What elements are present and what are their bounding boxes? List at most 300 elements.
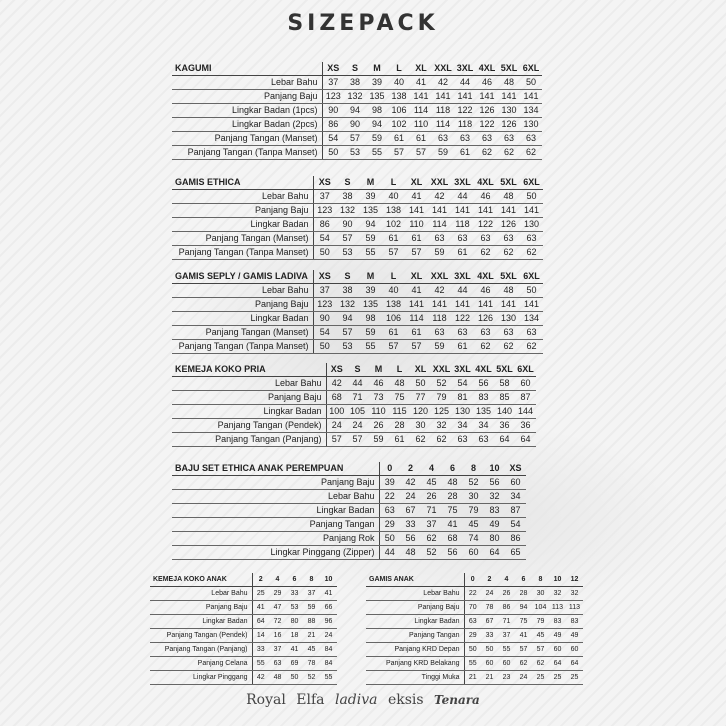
size-header: 6 <box>442 462 463 476</box>
row-label: Panjang Tangan <box>172 518 379 532</box>
measurement-cell: 42 <box>326 377 347 391</box>
size-header: L <box>382 270 405 284</box>
measurement-cell: 135 <box>473 405 494 419</box>
measurement-cell: 63 <box>454 132 476 146</box>
measurement-cell: 62 <box>431 433 452 447</box>
measurement-cell: 130 <box>520 218 543 232</box>
size-header: XXL <box>431 363 452 377</box>
measurement-cell: 37 <box>313 190 336 204</box>
measurement-cell: 90 <box>313 312 336 326</box>
measurement-cell: 63 <box>432 132 454 146</box>
measurement-cell: 122 <box>454 104 476 118</box>
row-label: Lebar Bahu <box>172 190 313 204</box>
measurement-cell: 32 <box>484 490 505 504</box>
measurement-cell: 60 <box>498 657 515 671</box>
measurement-cell: 64 <box>515 433 536 447</box>
measurement-cell: 62 <box>515 657 532 671</box>
measurement-cell: 62 <box>474 246 497 260</box>
measurement-cell: 80 <box>484 532 505 546</box>
measurement-cell: 87 <box>505 504 526 518</box>
measurement-cell: 75 <box>442 504 463 518</box>
measurement-cell: 57 <box>382 246 405 260</box>
measurement-cell: 41 <box>405 284 428 298</box>
measurement-cell: 63 <box>474 232 497 246</box>
measurement-cell: 33 <box>286 587 303 601</box>
measurement-cell: 138 <box>382 298 405 312</box>
brand-logos <box>0 692 726 708</box>
measurement-cell: 28 <box>515 587 532 601</box>
measurement-cell: 24 <box>481 587 498 601</box>
measurement-cell: 34 <box>505 490 526 504</box>
size-table-gamis-seply <box>172 270 543 354</box>
measurement-cell: 138 <box>382 204 405 218</box>
table-name: GAMIS SEPLY / GAMIS LADIVA <box>172 270 313 284</box>
size-table-kemeja-koko-anak <box>150 573 337 685</box>
table-row <box>172 419 536 433</box>
measurement-cell: 25 <box>252 587 269 601</box>
measurement-cell: 45 <box>421 476 442 490</box>
measurement-cell: 114 <box>410 104 432 118</box>
measurement-cell: 36 <box>515 419 536 433</box>
measurement-cell: 24 <box>347 419 368 433</box>
measurement-cell: 57 <box>532 643 549 657</box>
measurement-cell: 75 <box>389 391 410 405</box>
measurement-cell: 90 <box>322 104 344 118</box>
measurement-cell: 57 <box>336 326 359 340</box>
row-label: Panjang Tangan <box>366 629 464 643</box>
measurement-cell: 130 <box>497 312 520 326</box>
size-header: 10 <box>484 462 505 476</box>
size-header: XS <box>313 270 336 284</box>
table-row <box>172 284 543 298</box>
measurement-cell: 55 <box>498 643 515 657</box>
table-row <box>150 587 337 601</box>
measurement-cell: 30 <box>410 419 431 433</box>
table-row <box>172 298 543 312</box>
measurement-cell: 55 <box>252 657 269 671</box>
measurement-cell: 90 <box>336 218 359 232</box>
measurement-cell: 44 <box>451 190 474 204</box>
measurement-cell: 75 <box>515 615 532 629</box>
measurement-cell: 16 <box>269 629 286 643</box>
size-header: XL <box>410 62 432 76</box>
measurement-cell: 141 <box>520 204 543 218</box>
size-header: XXL <box>428 270 451 284</box>
table-row <box>172 104 542 118</box>
measurement-cell: 135 <box>359 298 382 312</box>
size-header: 4 <box>269 573 286 587</box>
table-name: GAMIS ANAK <box>366 573 464 587</box>
measurement-cell: 40 <box>382 190 405 204</box>
measurement-cell: 123 <box>322 90 344 104</box>
measurement-cell: 33 <box>400 518 421 532</box>
measurement-cell: 50 <box>520 284 543 298</box>
measurement-cell: 61 <box>405 232 428 246</box>
row-label: Lingkar Badan (2pcs) <box>172 118 322 132</box>
measurement-cell: 24 <box>400 490 421 504</box>
size-header: 6XL <box>520 270 543 284</box>
table-row <box>172 377 536 391</box>
measurement-cell: 130 <box>498 104 520 118</box>
measurement-cell: 96 <box>320 615 337 629</box>
measurement-cell: 98 <box>359 312 382 326</box>
size-header: 4 <box>498 573 515 587</box>
size-header: XXL <box>432 62 454 76</box>
size-table-kemeja-koko-pria <box>172 363 536 447</box>
measurement-cell: 67 <box>481 615 498 629</box>
measurement-cell: 56 <box>442 546 463 560</box>
measurement-cell: 41 <box>410 76 432 90</box>
measurement-cell: 125 <box>431 405 452 419</box>
measurement-cell: 62 <box>476 146 498 160</box>
measurement-cell: 63 <box>451 326 474 340</box>
measurement-cell: 62 <box>497 340 520 354</box>
table-row <box>172 340 543 354</box>
measurement-cell: 62 <box>532 657 549 671</box>
measurement-cell: 69 <box>286 657 303 671</box>
measurement-cell: 52 <box>421 546 442 560</box>
measurement-cell: 50 <box>481 643 498 657</box>
measurement-cell: 14 <box>252 629 269 643</box>
measurement-cell: 54 <box>505 518 526 532</box>
measurement-cell: 59 <box>359 232 382 246</box>
measurement-cell: 50 <box>379 532 400 546</box>
measurement-cell: 118 <box>451 218 474 232</box>
size-header: XS <box>505 462 526 476</box>
measurement-cell: 135 <box>366 90 388 104</box>
measurement-cell: 55 <box>359 340 382 354</box>
measurement-cell: 141 <box>497 298 520 312</box>
measurement-cell: 141 <box>405 204 428 218</box>
size-header: 8 <box>303 573 320 587</box>
measurement-cell: 59 <box>366 132 388 146</box>
measurement-cell: 53 <box>336 246 359 260</box>
measurement-cell: 45 <box>532 629 549 643</box>
row-label: Panjang Baju <box>172 298 313 312</box>
measurement-cell: 141 <box>451 204 474 218</box>
table-row <box>172 132 542 146</box>
row-label: Lebar Bahu <box>366 587 464 601</box>
measurement-cell: 53 <box>336 340 359 354</box>
row-label: Tinggi Muka <box>366 671 464 685</box>
measurement-cell: 63 <box>476 132 498 146</box>
measurement-cell: 48 <box>400 546 421 560</box>
measurement-cell: 57 <box>382 340 405 354</box>
size-header: 2 <box>481 573 498 587</box>
measurement-cell: 57 <box>336 232 359 246</box>
size-header: XS <box>326 363 347 377</box>
size-header: 8 <box>532 573 549 587</box>
table-row <box>366 629 583 643</box>
row-label: Panjang Tangan (Panjang) <box>172 433 326 447</box>
measurement-cell: 61 <box>382 232 405 246</box>
measurement-cell: 21 <box>481 671 498 685</box>
measurement-cell: 57 <box>326 433 347 447</box>
measurement-cell: 48 <box>497 284 520 298</box>
measurement-cell: 52 <box>463 476 484 490</box>
size-header: XS <box>313 176 336 190</box>
measurement-cell: 63 <box>520 326 543 340</box>
table-row <box>172 433 536 447</box>
measurement-cell: 87 <box>515 391 536 405</box>
measurement-cell: 63 <box>520 132 542 146</box>
measurement-cell: 122 <box>474 218 497 232</box>
measurement-cell: 54 <box>452 377 473 391</box>
measurement-cell: 24 <box>326 419 347 433</box>
size-header: 4XL <box>476 62 498 76</box>
row-label: Lingkar Pinggang (Zipper) <box>172 546 379 560</box>
measurement-cell: 64 <box>494 433 515 447</box>
size-header: 4 <box>421 462 442 476</box>
measurement-cell: 83 <box>473 391 494 405</box>
measurement-cell: 46 <box>368 377 389 391</box>
table-name: GAMIS ETHICA <box>172 176 313 190</box>
size-header: L <box>389 363 410 377</box>
measurement-cell: 63 <box>452 433 473 447</box>
table-name: KEMEJA KOKO ANAK <box>150 573 252 587</box>
table-row <box>172 204 543 218</box>
measurement-cell: 68 <box>326 391 347 405</box>
measurement-cell: 25 <box>549 671 566 685</box>
measurement-cell: 118 <box>454 118 476 132</box>
measurement-cell: 85 <box>494 391 515 405</box>
measurement-cell: 86 <box>313 218 336 232</box>
table-row <box>150 601 337 615</box>
measurement-cell: 46 <box>474 190 497 204</box>
measurement-cell: 37 <box>313 284 336 298</box>
row-label: Panjang Tangan (Panjang) <box>150 643 252 657</box>
measurement-cell: 38 <box>336 284 359 298</box>
measurement-cell: 42 <box>428 284 451 298</box>
measurement-cell: 48 <box>269 671 286 685</box>
measurement-cell: 79 <box>463 504 484 518</box>
measurement-cell: 77 <box>410 391 431 405</box>
size-table-gamis-anak <box>366 573 583 685</box>
measurement-cell: 94 <box>366 118 388 132</box>
measurement-cell: 110 <box>410 118 432 132</box>
table-row <box>172 190 543 204</box>
measurement-cell: 25 <box>566 671 583 685</box>
row-label: Panjang Rok <box>172 532 379 546</box>
measurement-cell: 40 <box>382 284 405 298</box>
measurement-cell: 61 <box>388 132 410 146</box>
size-header: 3XL <box>454 62 476 76</box>
measurement-cell: 60 <box>505 476 526 490</box>
size-header: S <box>344 62 366 76</box>
measurement-cell: 33 <box>252 643 269 657</box>
measurement-cell: 37 <box>269 643 286 657</box>
measurement-cell: 134 <box>520 104 542 118</box>
measurement-cell: 141 <box>474 204 497 218</box>
measurement-cell: 22 <box>379 490 400 504</box>
measurement-cell: 114 <box>405 312 428 326</box>
measurement-cell: 59 <box>359 326 382 340</box>
measurement-cell: 24 <box>320 629 337 643</box>
measurement-cell: 40 <box>388 76 410 90</box>
row-label: Panjang KRD Depan <box>366 643 464 657</box>
measurement-cell: 54 <box>322 132 344 146</box>
measurement-cell: 23 <box>498 671 515 685</box>
size-header: M <box>366 62 388 76</box>
row-label: Lebar Bahu <box>172 490 379 504</box>
measurement-cell: 144 <box>515 405 536 419</box>
measurement-cell: 26 <box>421 490 442 504</box>
table-row <box>150 657 337 671</box>
measurement-cell: 32 <box>431 419 452 433</box>
measurement-cell: 84 <box>320 643 337 657</box>
measurement-cell: 60 <box>549 643 566 657</box>
table-row <box>172 312 543 326</box>
measurement-cell: 57 <box>405 340 428 354</box>
brand-tenara: Tenara <box>434 693 480 707</box>
measurement-cell: 141 <box>476 90 498 104</box>
measurement-cell: 74 <box>463 532 484 546</box>
measurement-cell: 55 <box>359 246 382 260</box>
measurement-cell: 63 <box>474 326 497 340</box>
size-header: XXL <box>428 176 451 190</box>
measurement-cell: 55 <box>320 671 337 685</box>
measurement-cell: 41 <box>515 629 532 643</box>
brand-royal: Royal <box>246 692 286 708</box>
measurement-cell: 21 <box>303 629 320 643</box>
measurement-cell: 54 <box>313 326 336 340</box>
measurement-cell: 113 <box>566 601 583 615</box>
size-header: XS <box>322 62 344 76</box>
measurement-cell: 132 <box>336 204 359 218</box>
measurement-cell: 33 <box>481 629 498 643</box>
measurement-cell: 50 <box>322 146 344 160</box>
measurement-cell: 62 <box>520 340 543 354</box>
measurement-cell: 52 <box>303 671 320 685</box>
measurement-cell: 114 <box>428 218 451 232</box>
size-header: M <box>359 176 382 190</box>
measurement-cell: 54 <box>313 232 336 246</box>
measurement-cell: 120 <box>410 405 431 419</box>
measurement-cell: 57 <box>344 132 366 146</box>
measurement-cell: 66 <box>320 601 337 615</box>
measurement-cell: 45 <box>303 643 320 657</box>
measurement-cell: 29 <box>379 518 400 532</box>
table-row <box>150 615 337 629</box>
measurement-cell: 141 <box>474 298 497 312</box>
row-label: Panjang Tangan (Manset) <box>172 132 322 146</box>
measurement-cell: 49 <box>484 518 505 532</box>
measurement-cell: 61 <box>405 326 428 340</box>
measurement-cell: 63 <box>428 232 451 246</box>
size-header: XL <box>405 176 428 190</box>
measurement-cell: 53 <box>286 601 303 615</box>
measurement-cell: 50 <box>464 643 481 657</box>
measurement-cell: 37 <box>498 629 515 643</box>
row-label: Panjang KRD Belakang <box>366 657 464 671</box>
size-header: 3XL <box>452 363 473 377</box>
row-label: Panjang Baju <box>366 601 464 615</box>
measurement-cell: 122 <box>476 118 498 132</box>
table-name: BAJU SET ETHICA ANAK PEREMPUAN <box>172 462 379 476</box>
measurement-cell: 21 <box>464 671 481 685</box>
measurement-cell: 126 <box>497 218 520 232</box>
measurement-cell: 48 <box>389 377 410 391</box>
measurement-cell: 63 <box>473 433 494 447</box>
table-row <box>150 671 337 685</box>
measurement-cell: 63 <box>497 232 520 246</box>
table-row <box>172 146 542 160</box>
measurement-cell: 18 <box>286 629 303 643</box>
measurement-cell: 83 <box>549 615 566 629</box>
measurement-cell: 61 <box>454 146 476 160</box>
measurement-cell: 122 <box>451 312 474 326</box>
measurement-cell: 79 <box>431 391 452 405</box>
measurement-cell: 55 <box>464 657 481 671</box>
size-header: 4XL <box>474 176 497 190</box>
size-header: L <box>382 176 405 190</box>
measurement-cell: 102 <box>388 118 410 132</box>
size-header: S <box>336 176 359 190</box>
size-header: 3XL <box>451 270 474 284</box>
measurement-cell: 83 <box>566 615 583 629</box>
measurement-cell: 36 <box>494 419 515 433</box>
measurement-cell: 63 <box>269 657 286 671</box>
size-table-gamis-ethica <box>172 176 543 260</box>
measurement-cell: 126 <box>476 104 498 118</box>
measurement-cell: 71 <box>347 391 368 405</box>
row-label: Lingkar Badan <box>172 504 379 518</box>
measurement-cell: 59 <box>432 146 454 160</box>
size-table-kagumi <box>172 62 542 160</box>
measurement-cell: 70 <box>464 601 481 615</box>
measurement-cell: 42 <box>428 190 451 204</box>
measurement-cell: 115 <box>389 405 410 419</box>
measurement-cell: 44 <box>451 284 474 298</box>
table-row <box>172 218 543 232</box>
size-header: S <box>336 270 359 284</box>
measurement-cell: 41 <box>252 601 269 615</box>
measurement-cell: 64 <box>549 657 566 671</box>
size-header: 6 <box>515 573 532 587</box>
size-header: 6XL <box>520 176 543 190</box>
measurement-cell: 47 <box>269 601 286 615</box>
table-row <box>172 232 543 246</box>
row-label: Lingkar Badan <box>366 615 464 629</box>
row-label: Panjang Baju <box>172 204 313 218</box>
measurement-cell: 26 <box>368 419 389 433</box>
page-title: SIZEPACK <box>287 11 439 36</box>
measurement-cell: 44 <box>379 546 400 560</box>
measurement-cell: 126 <box>474 312 497 326</box>
measurement-cell: 57 <box>388 146 410 160</box>
measurement-cell: 46 <box>474 284 497 298</box>
measurement-cell: 52 <box>431 377 452 391</box>
measurement-cell: 41 <box>405 190 428 204</box>
measurement-cell: 83 <box>484 504 505 518</box>
table-name: KAGUMI <box>172 62 322 76</box>
table-row <box>172 476 526 490</box>
measurement-cell: 28 <box>442 490 463 504</box>
measurement-cell: 48 <box>497 190 520 204</box>
measurement-cell: 41 <box>286 643 303 657</box>
measurement-cell: 80 <box>286 615 303 629</box>
size-header: 12 <box>566 573 583 587</box>
measurement-cell: 39 <box>366 76 388 90</box>
measurement-cell: 26 <box>498 587 515 601</box>
size-header: 6XL <box>515 363 536 377</box>
measurement-cell: 94 <box>344 104 366 118</box>
measurement-cell: 62 <box>474 340 497 354</box>
measurement-cell: 141 <box>432 90 454 104</box>
table-row <box>172 532 526 546</box>
measurement-cell: 123 <box>313 298 336 312</box>
measurement-cell: 118 <box>432 104 454 118</box>
